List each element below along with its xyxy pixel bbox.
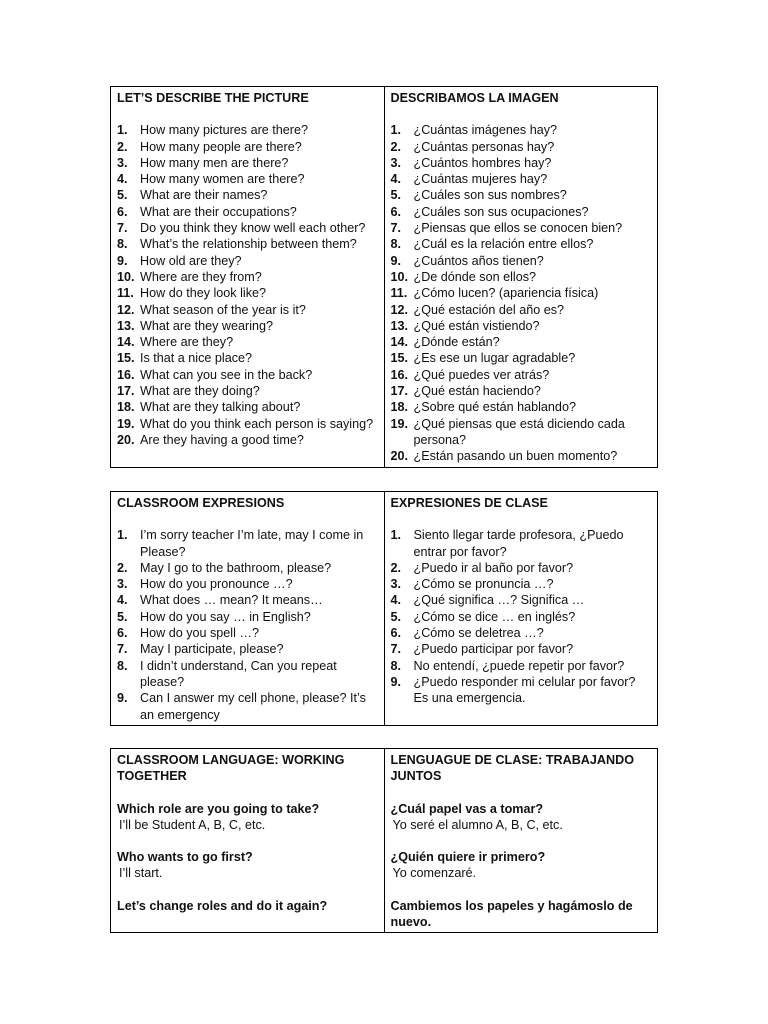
item-text: What can you see in the back? [140, 367, 313, 382]
item-text: ¿Cuáles son sus ocupaciones? [413, 204, 589, 219]
list-item [117, 171, 378, 187]
item-number: 4. [390, 172, 402, 187]
working-english-answer-2: I’ll start. [119, 866, 163, 881]
list-item [391, 674, 652, 707]
list-item [391, 383, 652, 399]
describe-english-list [117, 122, 378, 448]
item-number: 16. [117, 367, 135, 382]
item-text: How old are they? [140, 253, 242, 268]
list-item [391, 367, 652, 383]
list-item [117, 592, 378, 608]
item-number: 15. [390, 351, 409, 366]
item-number: 5. [390, 609, 402, 624]
list-item [117, 432, 378, 448]
item-text: ¿Cuántas personas hay? [413, 139, 555, 154]
list-item [391, 285, 652, 301]
list-item [117, 527, 378, 560]
list-item [391, 560, 652, 576]
working-spanish-cell [384, 749, 658, 933]
list-item [117, 236, 378, 252]
item-text: Is that a nice place? [140, 351, 253, 366]
item-number: 9. [390, 253, 402, 268]
list-item [117, 253, 378, 269]
item-text: How do they look like? [140, 286, 267, 301]
list-item [117, 658, 378, 691]
item-number: 6. [117, 626, 128, 641]
expressions-english-cell [111, 492, 385, 726]
item-text: What are their occupations? [140, 204, 297, 219]
working-english-question-1: Which role are you going to take? [117, 801, 320, 816]
item-number: 5. [117, 188, 128, 203]
item-text: ¿Están pasando un buen momento? [413, 449, 618, 464]
item-number: 13. [390, 318, 409, 333]
item-number: 2. [390, 560, 402, 575]
working-together-table [110, 748, 658, 933]
list-item [117, 269, 378, 285]
list-item [117, 204, 378, 220]
list-item [391, 416, 652, 449]
item-number: 14. [117, 335, 135, 350]
item-text: ¿Cuáles son sus nombres? [413, 188, 567, 203]
list-item [391, 187, 652, 203]
item-text: May I go to the bathroom, please? [140, 560, 332, 575]
list-item [117, 302, 378, 318]
item-number: 6. [390, 626, 402, 641]
working-spanish-question-3: Cambiemos los papeles y hagámoslo de nuevo. [390, 898, 633, 930]
list-item [391, 236, 652, 252]
item-text: What are they talking about? [140, 400, 301, 415]
item-text: What do you think each person is saying? [140, 416, 374, 431]
item-number: 8. [117, 658, 128, 673]
item-number: 8. [390, 237, 402, 252]
working-english-question-3: Let’s change roles and do it again? [117, 898, 328, 913]
item-text: ¿Cuál es la relación entre ellos? [413, 237, 594, 252]
item-text: ¿Piensas que ellos se conocen bien? [413, 221, 623, 236]
item-text: ¿Cuántas imágenes hay? [413, 123, 558, 138]
list-item [391, 318, 652, 334]
item-text: ¿Cómo se pronuncia …? [413, 577, 554, 592]
item-number: 3. [117, 155, 128, 170]
item-text: I didn’t understand, Can you repeat please? [140, 658, 337, 689]
item-number: 19. [390, 416, 409, 431]
working-english-question-2: Who wants to go first? [117, 850, 253, 865]
item-number: 9. [390, 674, 402, 689]
list-item [117, 690, 378, 723]
item-text: What does … mean? It means… [140, 593, 323, 608]
working-spanish-question-2: ¿Quién quiere ir primero? [390, 850, 546, 865]
working-spanish-answer-1: Yo seré el alumno A, B, C, etc. [392, 817, 563, 832]
item-text: May I participate, please? [140, 642, 284, 657]
item-number: 3. [390, 155, 402, 170]
item-text: ¿Qué piensas que está diciendo cada persona? [413, 416, 625, 447]
item-number: 20. [390, 449, 409, 464]
item-number: 15. [117, 351, 135, 366]
item-number: 10. [117, 269, 135, 284]
item-text: Are they having a good time? [140, 432, 304, 447]
list-item [391, 171, 652, 187]
item-text: Do you think they know well each other? [140, 221, 366, 236]
working-spanish-question-1: ¿Cuál papel vas a tomar? [390, 801, 544, 816]
describe-spanish-cell [384, 87, 658, 468]
expressions-english-list [117, 527, 378, 723]
item-text: ¿Dónde están? [413, 335, 500, 350]
item-text: ¿Es ese un lugar agradable? [413, 351, 576, 366]
item-number: 4. [117, 172, 128, 187]
describe-spanish-title: DESCRIBAMOS LA IMAGEN [390, 91, 559, 105]
item-text: ¿Qué están vistiendo? [413, 318, 540, 333]
list-item [117, 641, 378, 657]
item-number: 4. [390, 593, 402, 608]
item-text: Where are they from? [140, 269, 262, 284]
list-item [391, 576, 652, 592]
list-item [391, 350, 652, 366]
list-item [117, 318, 378, 334]
item-number: 12. [390, 302, 409, 317]
item-text: No entendí, ¿puede repetir por favor? [413, 658, 625, 673]
list-item [391, 253, 652, 269]
item-number: 18. [117, 400, 135, 415]
item-text: ¿Qué están haciendo? [413, 384, 541, 399]
list-item [391, 204, 652, 220]
item-number: 16. [390, 367, 409, 382]
list-item [117, 139, 378, 155]
item-text: ¿De dónde son ellos? [413, 269, 537, 284]
item-text: ¿Puedo responder mi celular por favor? Es una emergencia. [413, 674, 636, 706]
item-text: ¿Sobre qué están hablando? [413, 400, 576, 415]
item-text: What are their names? [140, 188, 268, 203]
item-text: What season of the year is it? [140, 302, 306, 317]
item-text: ¿Cómo lucen? (apariencia física) [413, 286, 599, 301]
list-item [391, 658, 652, 674]
item-number: 4. [117, 593, 128, 608]
list-item [391, 269, 652, 285]
item-text: ¿Qué puedes ver atrás? [413, 367, 550, 382]
item-number: 6. [117, 204, 128, 219]
list-item [117, 609, 378, 625]
item-text: ¿Cuántos años tienen? [413, 253, 544, 268]
item-number: 17. [390, 384, 409, 399]
item-number: 5. [390, 188, 402, 203]
working-spanish-answer-2: Yo comenzaré. [392, 866, 477, 881]
item-text: How do you say … in English? [140, 609, 311, 624]
item-text: How many people are there? [140, 139, 302, 154]
item-number: 10. [390, 269, 409, 284]
item-number: 8. [117, 237, 128, 252]
item-text: How many men are there? [140, 155, 289, 170]
item-number: 13. [117, 318, 135, 333]
item-number: 5. [117, 609, 128, 624]
item-number: 3. [390, 577, 402, 592]
item-text: How do you spell …? [140, 626, 260, 641]
list-item [117, 560, 378, 576]
item-text: ¿Cómo se dice … en inglés? [413, 609, 576, 624]
item-number: 12. [117, 302, 135, 317]
item-number: 2. [390, 139, 402, 154]
item-text: What are they wearing? [140, 318, 274, 333]
list-item [117, 122, 378, 138]
item-text: ¿Cuántas mujeres hay? [413, 172, 548, 187]
list-item [391, 527, 652, 560]
working-english-cell [111, 749, 385, 933]
describe-english-title: LET’S DESCRIBE THE PICTURE [117, 91, 309, 105]
list-item [117, 220, 378, 236]
item-number: 7. [117, 221, 128, 236]
item-text: Siento llegar tarde profesora, ¿Puedo entrar por favor? [413, 528, 624, 559]
item-text: ¿Cuántos hombres hay? [413, 155, 552, 170]
item-text: ¿Puedo ir al baño por favor? [413, 560, 574, 575]
list-item [117, 576, 378, 592]
list-item [117, 187, 378, 203]
item-text: What’s the relationship between them? [140, 237, 357, 252]
list-item [391, 399, 652, 415]
item-text: ¿Qué significa …? Significa … [413, 593, 585, 608]
list-item [391, 302, 652, 318]
item-text: ¿Puedo participar por favor? [413, 642, 574, 657]
item-number: 7. [117, 642, 128, 657]
item-text: ¿Qué estación del año es? [413, 302, 565, 317]
item-number: 7. [390, 221, 402, 236]
list-item [391, 448, 652, 464]
expressions-spanish-title: EXPRESIONES DE CLASE [390, 496, 548, 510]
describe-picture-table [110, 86, 658, 468]
item-number: 7. [390, 642, 402, 657]
list-item [391, 122, 652, 138]
working-english-answer-1: I’ll be Student A, B, C, etc. [119, 817, 266, 832]
list-item [117, 383, 378, 399]
list-item [117, 334, 378, 350]
item-number: 8. [390, 658, 402, 673]
item-number: 17. [117, 384, 135, 399]
item-text: I’m sorry teacher I’m late, may I come in Please? [140, 528, 364, 559]
item-number: 11. [117, 286, 134, 301]
item-text: Where are they? [140, 335, 234, 350]
item-number: 11. [390, 286, 408, 301]
list-item [117, 350, 378, 366]
expressions-english-title: CLASSROOM EXPRESIONS [117, 496, 285, 510]
list-item [391, 625, 652, 641]
item-number: 2. [117, 139, 128, 154]
expressions-spanish-cell [384, 492, 658, 726]
working-english-title: CLASSROOM LANGUAGE: WORKING TOGETHER [117, 753, 345, 784]
item-text: Can I answer my cell phone, please? It’s an emergency [140, 691, 366, 722]
list-item [391, 139, 652, 155]
list-item [117, 285, 378, 301]
item-number: 20. [117, 432, 135, 447]
item-number: 19. [117, 416, 135, 431]
list-item [391, 155, 652, 171]
list-item [117, 416, 378, 432]
list-item [117, 367, 378, 383]
item-number: 1. [117, 528, 128, 543]
classroom-expressions-table [110, 491, 658, 726]
describe-spanish-list [391, 122, 652, 464]
item-text: What are they doing? [140, 384, 260, 399]
list-item [117, 399, 378, 415]
list-item [117, 155, 378, 171]
item-number: 18. [390, 400, 409, 415]
list-item [117, 625, 378, 641]
item-text: How many pictures are there? [140, 123, 308, 138]
describe-english-cell [111, 87, 385, 468]
list-item [391, 334, 652, 350]
item-number: 9. [117, 253, 128, 268]
working-spanish-title: LENGUAGUE DE CLASE: TRABAJANDO JUNTOS [390, 753, 634, 784]
item-text: How many women are there? [140, 172, 305, 187]
item-number: 1. [117, 123, 128, 138]
item-text: ¿Cómo se deletrea …? [413, 626, 544, 641]
item-number: 6. [390, 204, 402, 219]
item-number: 1. [390, 528, 402, 543]
item-number: 14. [390, 335, 409, 350]
list-item [391, 609, 652, 625]
item-number: 9. [117, 691, 128, 706]
list-item [391, 592, 652, 608]
item-number: 1. [390, 123, 402, 138]
item-number: 2. [117, 560, 128, 575]
list-item [391, 220, 652, 236]
item-number: 3. [117, 577, 128, 592]
list-item [391, 641, 652, 657]
item-text: How do you pronounce …? [140, 577, 293, 592]
expressions-spanish-list [391, 527, 652, 706]
